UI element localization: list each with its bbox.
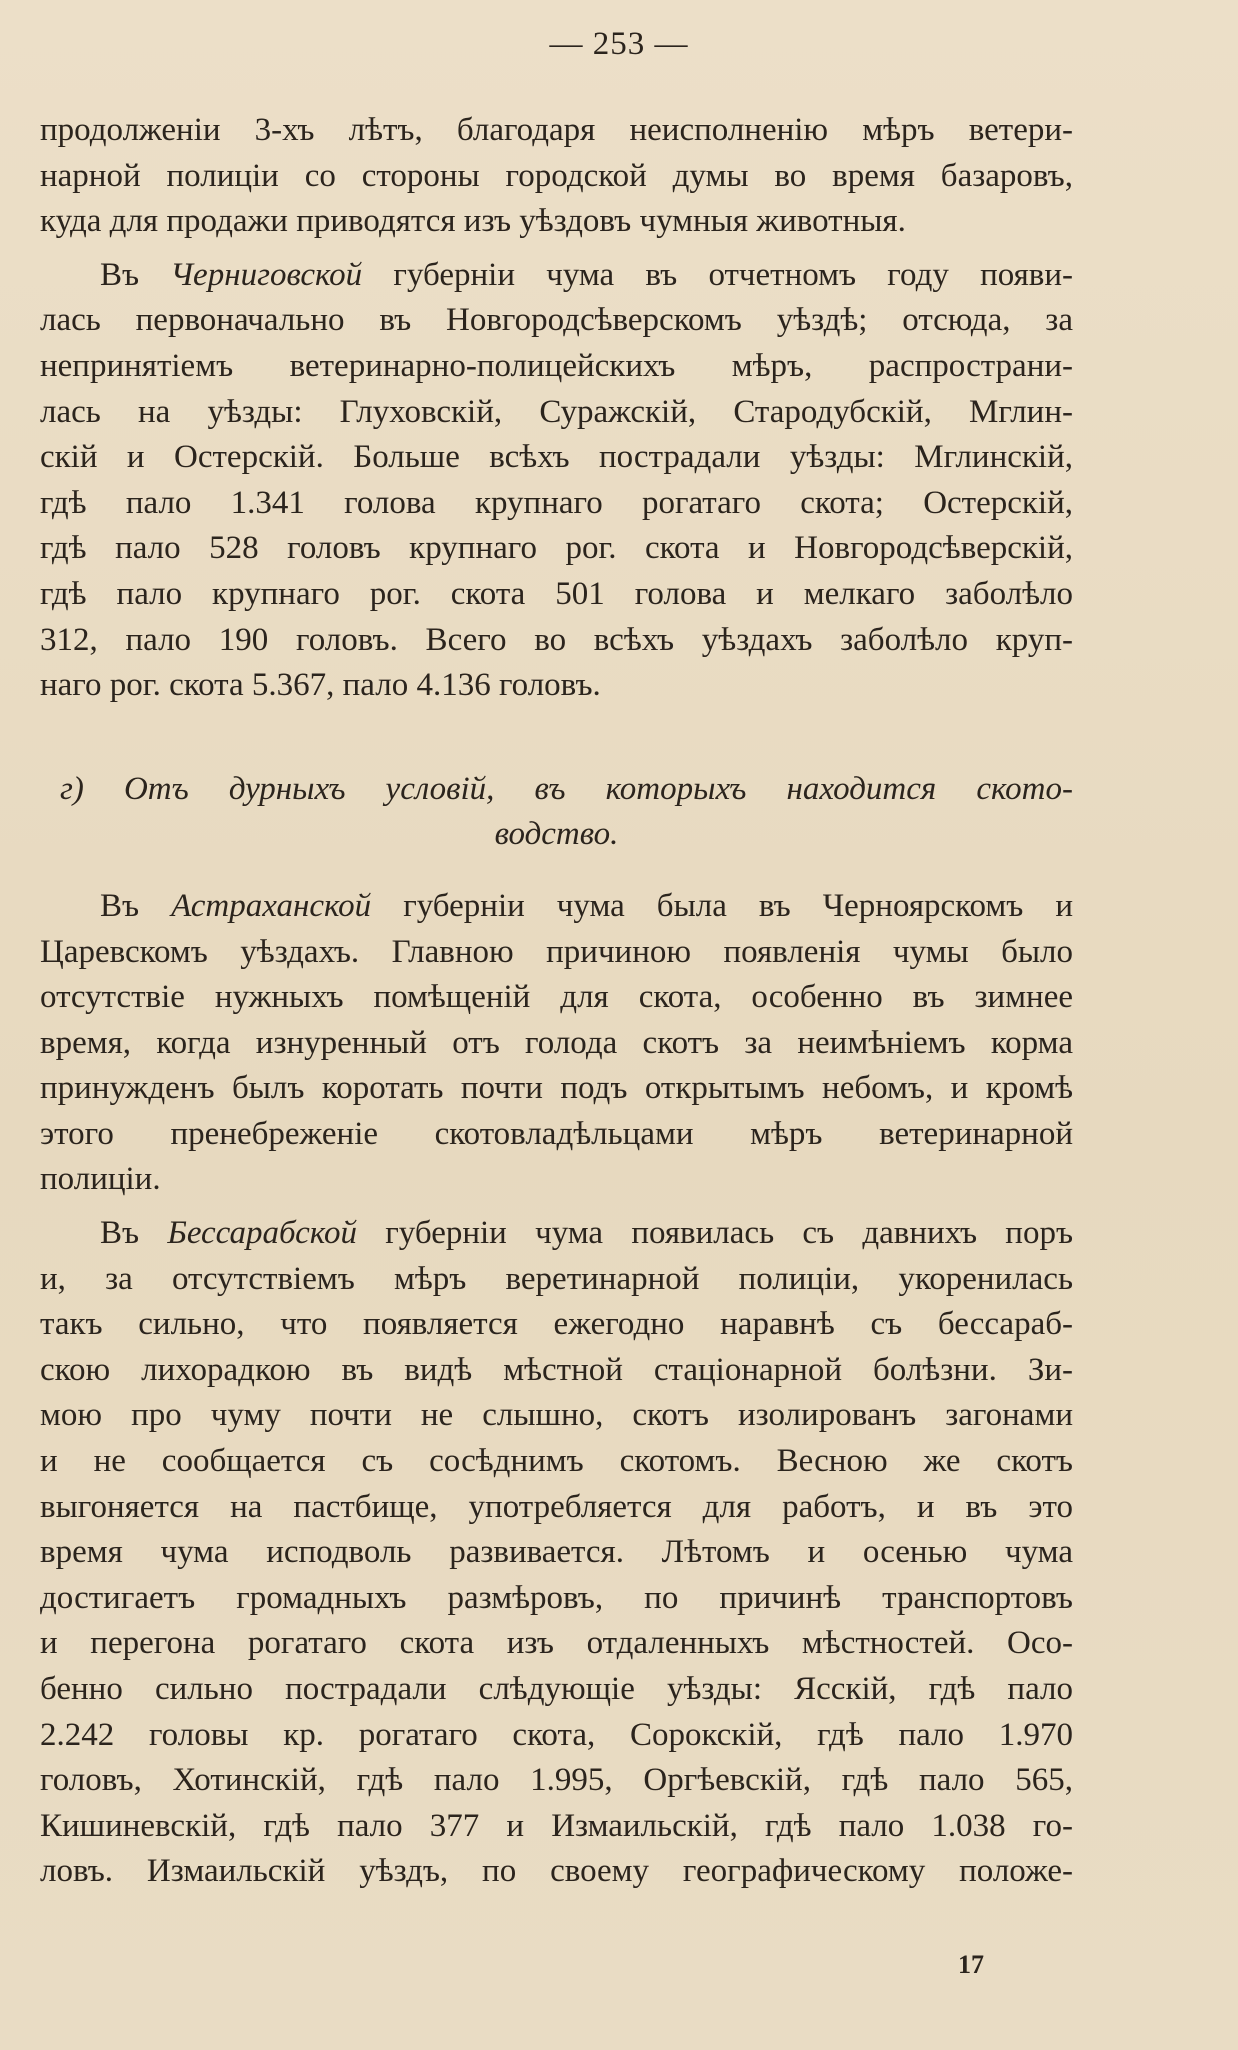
paragraph-1	[40, 108, 1073, 245]
text-line	[40, 253, 1073, 299]
text-line: полиціи.	[40, 1161, 161, 1198]
text-line: и не сообщается съ сосѣднимъ скотомъ. Весною же скотъ	[40, 1443, 1073, 1480]
first-line-rest: губерніи чума въ отчетномъ году появи-	[393, 256, 1073, 293]
province-name: Бессарабской	[167, 1215, 357, 1252]
text-line: достигаетъ громадныхъ размѣровъ, по причинѣ транспортовъ	[40, 1579, 1073, 1616]
text-line: 312, пало 190 головъ. Всего во всѣхъ уѣздахъ заболѣло круп-	[40, 621, 1073, 658]
text-line: непринятіемъ ветеринарно-полицейскихъ мѣръ, распространи-	[40, 347, 1073, 384]
text-line: время, когда изнуренный отъ голода скотъ за неимѣніемъ корма	[40, 1024, 1073, 1061]
section-heading	[40, 767, 1073, 858]
paragraph-2	[40, 253, 1073, 709]
text-line: время чума исподволь развивается. Лѣтомъ и осенью чума	[40, 1534, 1073, 1571]
text-line: отсутствіе нужныхъ помѣщеній для скота, особенно въ зимнее	[40, 979, 1073, 1016]
text-line: такъ сильно, что появляется ежегодно наравнѣ съ бессараб-	[40, 1306, 1073, 1343]
text-line: скою лихорадкою въ видѣ мѣстной стаціонарной болѣзни. Зи-	[40, 1351, 1073, 1388]
text-line	[40, 884, 1073, 930]
text-line: нарной полиціи со стороны городской думы во время базаровъ,	[40, 157, 1073, 194]
text-line: гдѣ пало крупнаго рог. скота 501 голова и мелкаго заболѣло	[40, 575, 1073, 612]
text-line: куда для продажи приводятся изъ уѣздовъ чумныя животныя.	[40, 203, 906, 240]
text-line: принужденъ былъ коротать почти подъ открытымъ небомъ, и кромѣ	[40, 1070, 1073, 1107]
text-line: скій и Остерскій. Больше всѣхъ пострадали уѣзды: Мглинскій,	[40, 439, 1073, 476]
text-line: лась на уѣзды: Глуховскій, Суражскій, Стародубскій, Мглин-	[40, 393, 1073, 430]
paragraph-spacer	[40, 1203, 1073, 1211]
text-line: ловъ. Измаильскій уѣздъ, по своему географическому положе-	[40, 1853, 1073, 1890]
paragraph-4	[40, 1211, 1073, 1895]
paragraph-3	[40, 884, 1073, 1203]
section-spacer	[40, 709, 1073, 767]
first-line-rest: губерніи чума появилась съ давнихъ поръ	[385, 1215, 1073, 1252]
section-spacer	[40, 858, 1073, 884]
signature-mark: 17	[958, 1950, 984, 1979]
text-line: выгоняется на пастбище, употребляется для работъ, и въ это	[40, 1488, 1073, 1525]
paragraph-prefix: Въ	[100, 1215, 140, 1252]
text-line: и перегона рогатаго скота изъ отдаленныхъ мѣстностей. Осо-	[40, 1625, 1073, 1662]
text-line: бенно сильно пострадали слѣдующіе уѣзды: Ясскій, гдѣ пало	[40, 1671, 1073, 1707]
province-name: Астраханской	[171, 887, 372, 924]
province-name: Черниговской	[170, 256, 363, 293]
page-body	[40, 108, 1073, 1895]
paragraph-prefix: Въ	[100, 256, 140, 293]
text-line: этого пренебреженіе скотовладѣльцами мѣръ ветеринарной	[40, 1115, 1073, 1152]
text-line: гдѣ пало 1.341 голова крупнаго рогатаго скота; Остерскій,	[40, 484, 1073, 521]
text-line: Кишиневскій, гдѣ пало 377 и Измаильскій, гдѣ пало 1.038 го-	[40, 1807, 1073, 1844]
text-line: и, за отсутствіемъ мѣръ веретинарной полиціи, укоренилась	[40, 1260, 1073, 1297]
page-header: — 253 —	[549, 26, 689, 62]
text-line: наго рог. скота 5.367, пало 4.136 головъ.	[40, 667, 601, 704]
text-line: мою про чуму почти не слышно, скотъ изолированъ загонами	[40, 1397, 1073, 1434]
heading-line: водство.	[494, 816, 619, 853]
text-line: гдѣ пало 528 головъ крупнаго рог. скота и Новгородсѣверскій,	[40, 530, 1073, 567]
text-line: 2.242 головы кр. рогатаго скота, Сорокскій, гдѣ пало 1.970	[40, 1716, 1073, 1753]
text-line	[40, 1211, 1073, 1257]
paragraph-prefix: Въ	[100, 887, 140, 924]
first-line-rest: губерніи чума была въ Черноярскомъ и	[403, 887, 1073, 924]
text-line: Царевскомъ уѣздахъ. Главною причиною появленія чумы было	[40, 933, 1073, 970]
text-line: головъ, Хотинскій, гдѣ пало 1.995, Оргѣевскій, гдѣ пало 565,	[40, 1762, 1073, 1799]
text-line: продолженіи 3-хъ лѣтъ, благодаря неисполненію мѣръ ветери-	[40, 112, 1073, 148]
heading-line: г) Отъ дурныхъ условій, въ которыхъ находится ското-	[60, 770, 1073, 807]
paragraph-spacer	[40, 245, 1073, 253]
text-line: лась первоначально въ Новгородсѣверскомъ уѣздѣ; отсюда, за	[40, 302, 1073, 339]
